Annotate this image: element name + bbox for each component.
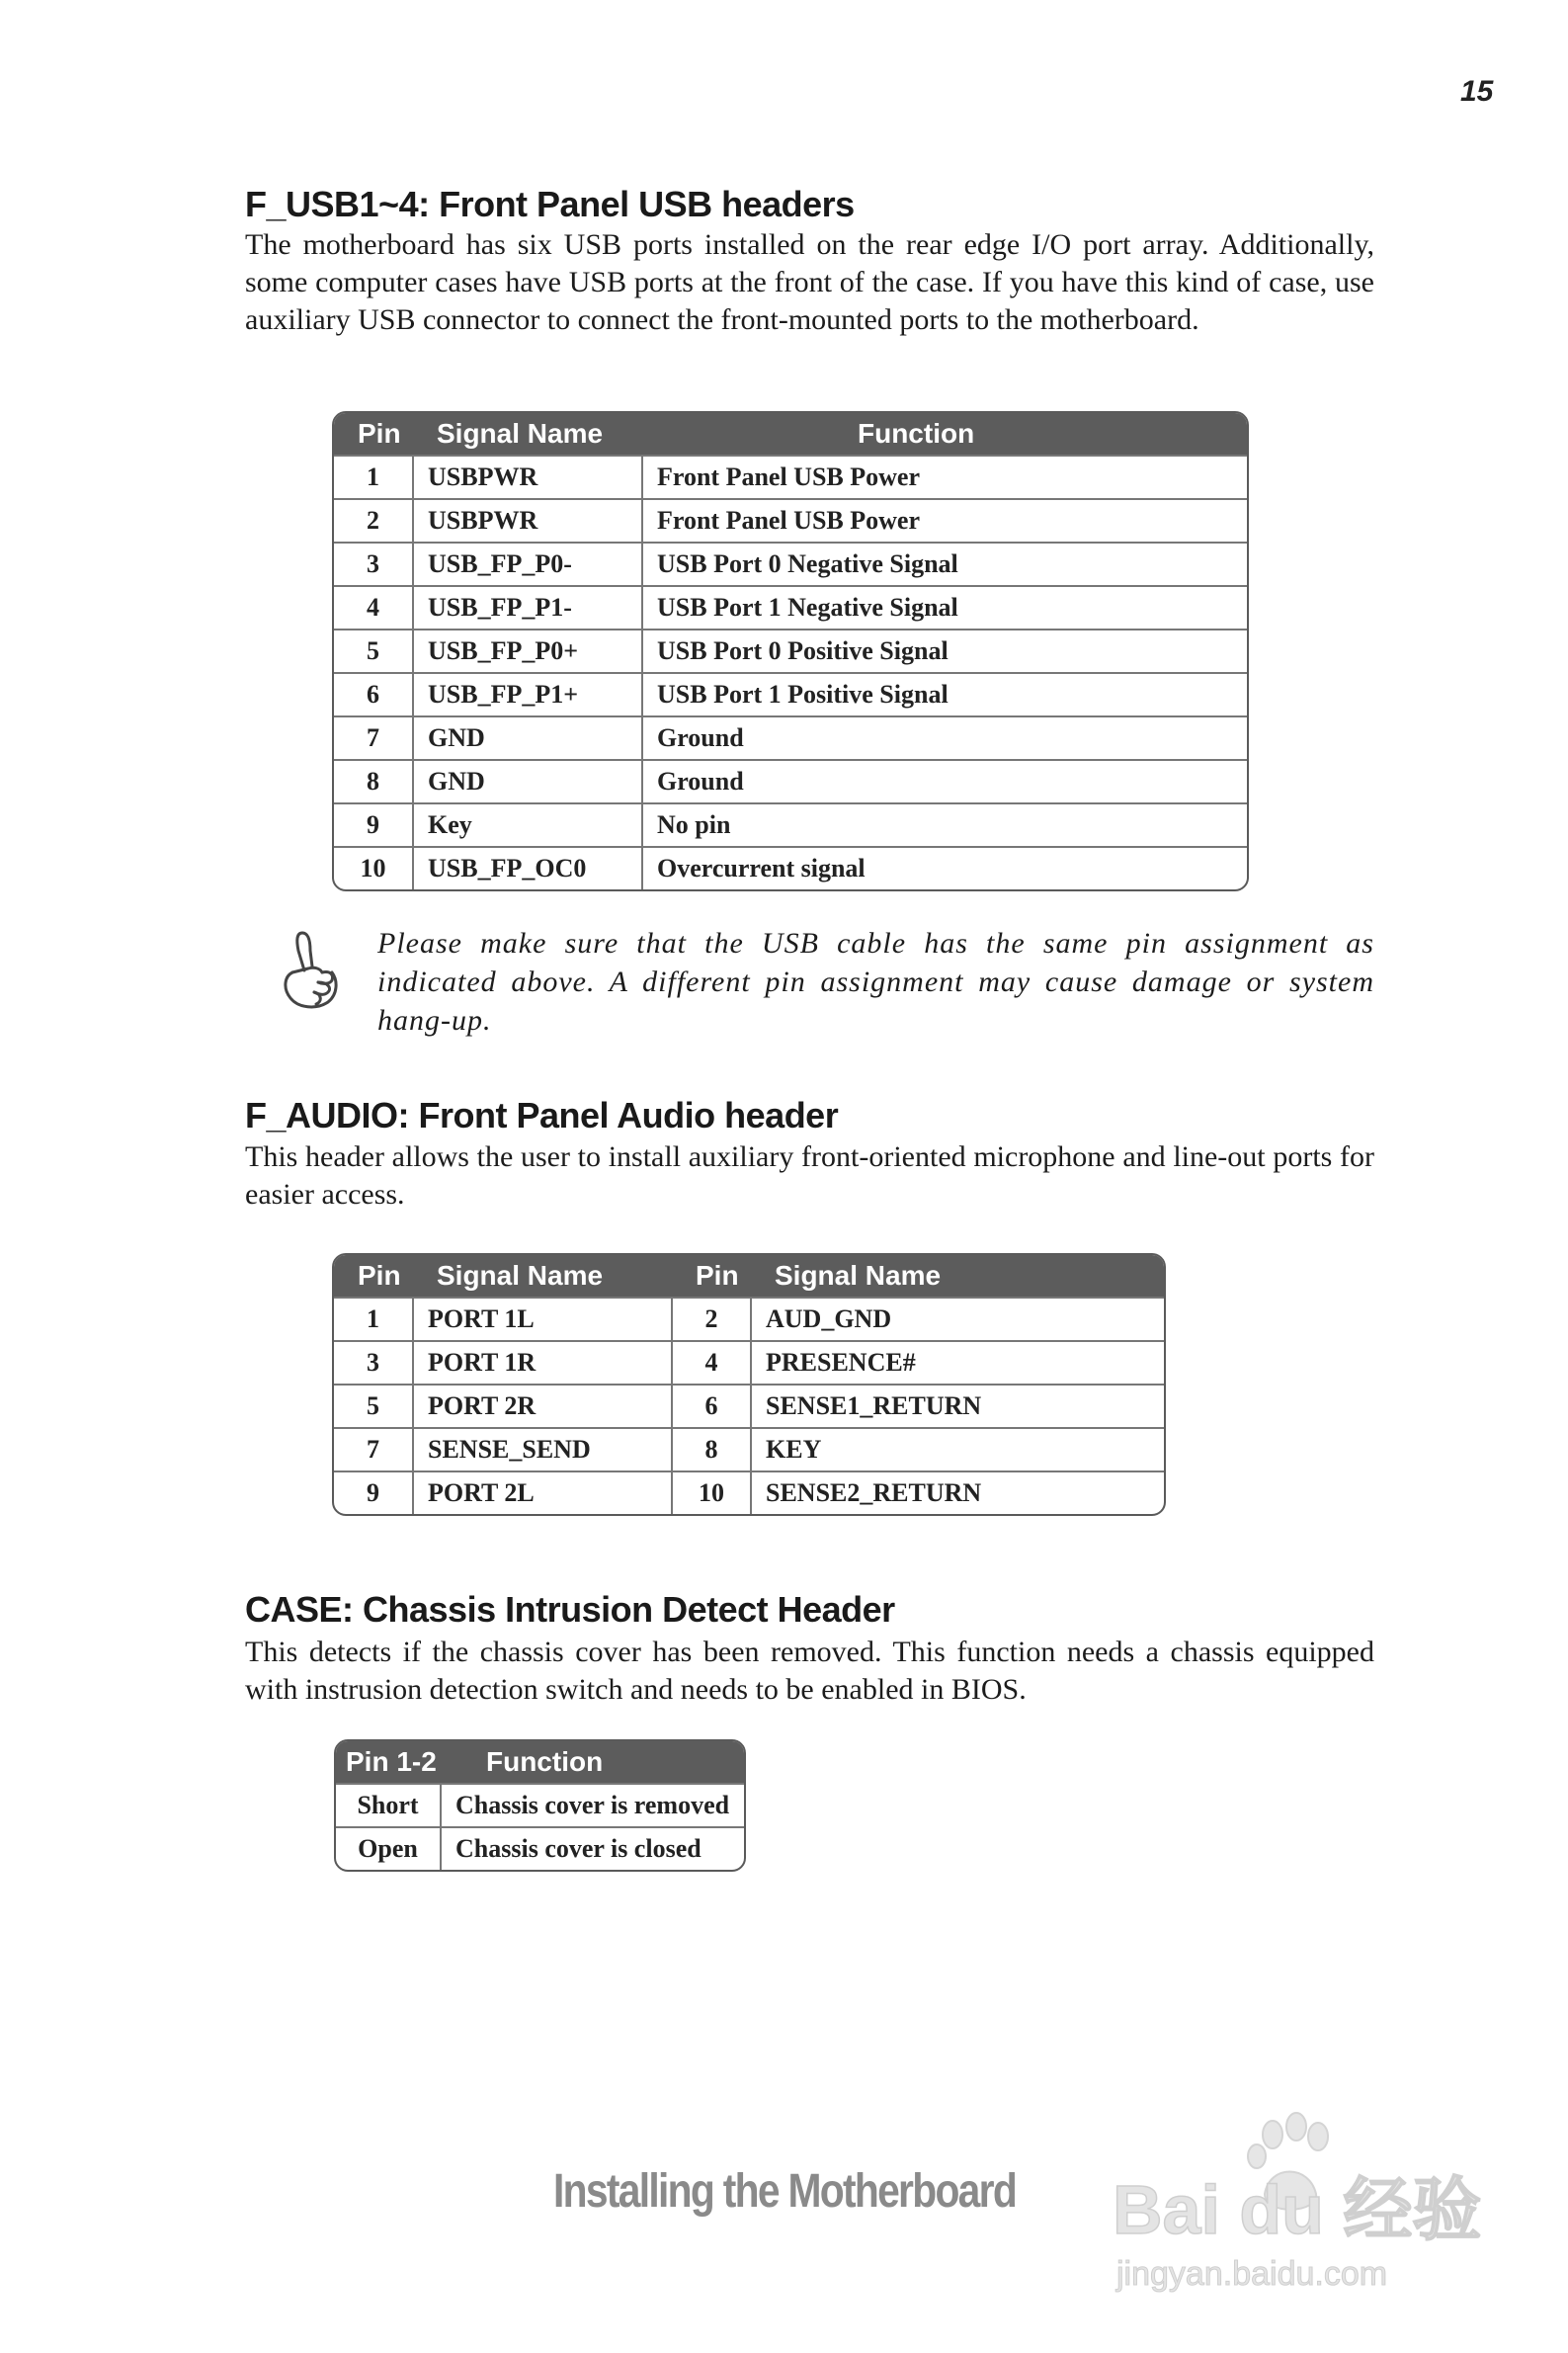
audio-cell-signal_a: PORT 1R	[413, 1341, 672, 1385]
audio-cell-pin_a: 7	[334, 1428, 413, 1471]
hand-pointing-icon	[273, 927, 344, 1016]
usb-note: Please make sure that the USB cable has the same pin assignment as indicated above. A different pin assignment may cause damage or system hang-up.	[377, 927, 1374, 1037]
audio-cell-pin_a: 1	[334, 1298, 413, 1341]
usb-cell-signal: Key	[413, 803, 642, 847]
watermark-url: jingyan.baidu.com	[1116, 2255, 1388, 2293]
audio-cell-pin_b: 4	[672, 1341, 751, 1385]
usb-cell-function: Front Panel USB Power	[642, 499, 1247, 543]
audio-cell-signal_b: SENSE1_RETURN	[751, 1385, 1164, 1428]
audio-col-signal-a: Signal Name	[413, 1255, 672, 1298]
usb-cell-pin: 1	[334, 456, 413, 499]
audio-cell-pin_a: 3	[334, 1341, 413, 1385]
table-row	[334, 760, 1247, 803]
usb-cell-signal: USB_FP_OC0	[413, 847, 642, 889]
table-row	[334, 586, 1247, 630]
audio-cell-signal_b: SENSE2_RETURN	[751, 1471, 1164, 1514]
audio-heading: F_AUDIO: Front Panel Audio header	[245, 1095, 839, 1135]
table-row	[334, 499, 1247, 543]
usb-cell-pin: 3	[334, 543, 413, 586]
table-row	[334, 803, 1247, 847]
page-number: 15	[1460, 75, 1494, 108]
audio-description: This header allows the user to install auxiliary front-oriented microphone and line-out ports for easier access.	[245, 1140, 1374, 1211]
usb-cell-signal: GND	[413, 760, 642, 803]
usb-cell-signal: USB_FP_P1-	[413, 586, 642, 630]
usb-cell-function: USB Port 0 Positive Signal	[642, 630, 1247, 673]
usb-cell-signal: USB_FP_P1+	[413, 673, 642, 716]
table-row	[334, 1471, 1164, 1514]
case-pin-table	[334, 1739, 746, 1872]
table-row	[334, 630, 1247, 673]
audio-cell-signal_b: PRESENCE#	[751, 1341, 1164, 1385]
usb-col-pin: Pin	[334, 413, 413, 456]
case-cell-state: Open	[336, 1827, 441, 1870]
audio-cell-signal_a: PORT 2L	[413, 1471, 672, 1514]
audio-cell-pin_b: 10	[672, 1471, 751, 1514]
audio-cell-signal_a: PORT 1L	[413, 1298, 672, 1341]
footer-section-title: Installing the Motherboard	[553, 2165, 1017, 2218]
table-row	[334, 1298, 1164, 1341]
usb-description: The motherboard has six USB ports installed on the rear edge I/O port array. Additionally, some computer cases have USB ports at the front of the case. If you have this kind of case, use auxiliary USB connector to connect the front-mounted ports to the motherboard.	[245, 228, 1374, 336]
usb-col-signal: Signal Name	[413, 413, 642, 456]
case-cell-function: Chassis cover is removed	[441, 1784, 744, 1827]
case-table-header	[336, 1741, 744, 1784]
audio-cell-signal_b: AUD_GND	[751, 1298, 1164, 1341]
audio-cell-signal_a: SENSE_SEND	[413, 1428, 672, 1471]
usb-cell-signal: USBPWR	[413, 456, 642, 499]
usb-cell-pin: 2	[334, 499, 413, 543]
audio-col-signal-b: Signal Name	[751, 1255, 1164, 1298]
audio-col-pin-a: Pin	[334, 1255, 413, 1298]
baidu-watermark-logo	[1107, 2105, 1482, 2293]
audio-cell-pin_b: 8	[672, 1428, 751, 1471]
audio-cell-pin_b: 2	[672, 1298, 751, 1341]
audio-cell-pin_a: 9	[334, 1471, 413, 1514]
table-row	[334, 456, 1247, 499]
case-cell-function: Chassis cover is closed	[441, 1827, 744, 1870]
table-row	[336, 1827, 744, 1870]
audio-pin-table	[332, 1253, 1166, 1516]
case-col-pin: Pin 1-2	[336, 1741, 441, 1784]
table-row	[334, 673, 1247, 716]
audio-cell-signal_a: PORT 2R	[413, 1385, 672, 1428]
usb-heading: F_USB1~4: Front Panel USB headers	[245, 184, 855, 224]
usb-cell-function: Front Panel USB Power	[642, 456, 1247, 499]
usb-cell-pin: 10	[334, 847, 413, 889]
usb-cell-pin: 4	[334, 586, 413, 630]
usb-cell-signal: USB_FP_P0+	[413, 630, 642, 673]
table-row	[334, 716, 1247, 760]
table-row	[336, 1784, 744, 1827]
usb-cell-function: Ground	[642, 760, 1247, 803]
table-row	[334, 847, 1247, 889]
usb-cell-function: Overcurrent signal	[642, 847, 1247, 889]
table-row	[334, 1385, 1164, 1428]
case-heading: CASE: Chassis Intrusion Detect Header	[245, 1589, 895, 1630]
usb-cell-function: USB Port 1 Positive Signal	[642, 673, 1247, 716]
usb-cell-signal: GND	[413, 716, 642, 760]
usb-table-header	[334, 413, 1247, 456]
usb-col-function: Function	[642, 413, 1247, 456]
usb-cell-pin: 6	[334, 673, 413, 716]
usb-cell-function: USB Port 0 Negative Signal	[642, 543, 1247, 586]
audio-cell-pin_b: 6	[672, 1385, 751, 1428]
case-col-function: Function	[441, 1741, 744, 1784]
usb-cell-function: No pin	[642, 803, 1247, 847]
usb-cell-pin: 9	[334, 803, 413, 847]
usb-cell-function: Ground	[642, 716, 1247, 760]
audio-table-header	[334, 1255, 1164, 1298]
case-description: This detects if the chassis cover has been removed. This function needs a chassis equipped with instrusion detection switch and needs to be enabled in BIOS.	[245, 1636, 1374, 1706]
usb-cell-signal: USB_FP_P0-	[413, 543, 642, 586]
table-row	[334, 543, 1247, 586]
audio-cell-signal_b: KEY	[751, 1428, 1164, 1471]
usb-cell-pin: 7	[334, 716, 413, 760]
case-cell-state: Short	[336, 1784, 441, 1827]
table-row	[334, 1428, 1164, 1471]
audio-cell-pin_a: 5	[334, 1385, 413, 1428]
table-row	[334, 1341, 1164, 1385]
audio-col-pin-b: Pin	[672, 1255, 751, 1298]
usb-pin-table	[332, 411, 1249, 891]
usb-cell-pin: 8	[334, 760, 413, 803]
usb-cell-pin: 5	[334, 630, 413, 673]
usb-cell-signal: USBPWR	[413, 499, 642, 543]
usb-cell-function: USB Port 1 Negative Signal	[642, 586, 1247, 630]
watermark-brand: Bai du 经验	[1113, 2171, 1482, 2248]
